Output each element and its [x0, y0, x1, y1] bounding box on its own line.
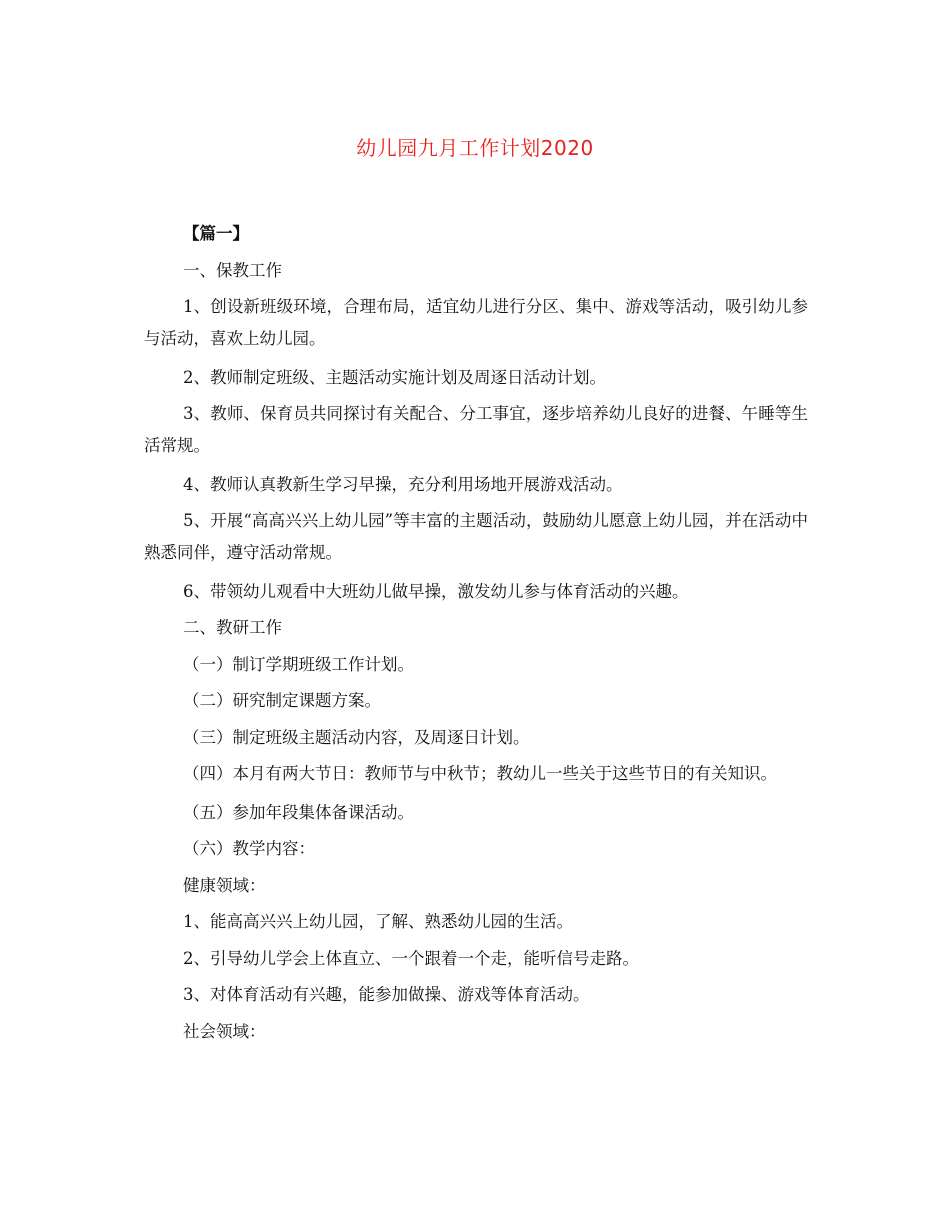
paragraph: 3、教师、保育员共同探讨有关配合、分工事宜，逐步培养幼儿良好的进餐、午睡等生活常规。: [144, 404, 808, 455]
paragraph: （四）本月有两大节日：教师节与中秋节；教幼儿一些关于这些节日的有关知识。: [183, 764, 777, 783]
section-heading: 【篇一】: [183, 224, 249, 243]
paragraph: （三）制定班级主题活动内容，及周逐日计划。: [183, 727, 530, 747]
document-title: 幼儿园九月工作计划2020: [356, 136, 594, 160]
paragraph: （二）研究制定课题方案。: [183, 691, 381, 710]
subsection-heading: 一、保教工作: [183, 260, 282, 280]
paragraph: 6、带领幼儿观看中大班幼儿做早操，激发幼儿参与体育活动的兴趣。: [183, 581, 689, 601]
paragraph: 1、创设新班级环境，合理布局，适宜幼儿进行分区、集中、游戏等活动，吸引幼儿参与活动，喜欢上幼儿园。: [144, 297, 808, 348]
paragraph: 4、教师认真教新生学习早操，充分利用场地开展游戏活动。: [183, 474, 623, 494]
paragraph: （一）制订学期班级工作计划。: [183, 654, 414, 674]
paragraph: 1、能高高兴兴上幼儿园，了解、熟悉幼儿园的生活。: [183, 912, 573, 931]
paragraph: （六）教学内容：: [183, 839, 315, 858]
paragraph: 3、对体育活动有兴趣，能参加做操、游戏等体育活动。: [183, 985, 590, 1004]
subsection-heading: 二、教研工作: [183, 618, 282, 637]
document-body: [144, 216, 808, 1050]
domain-heading: 健康领域：: [183, 875, 266, 895]
paragraph: （五）参加年段集体备课活动。: [183, 802, 414, 822]
paragraph: 5、开展“高高兴兴上幼儿园”等丰富的主题活动，鼓励幼儿愿意上幼儿园，并在活动中熟悉同伴，遵守活动常规。: [144, 511, 808, 562]
paragraph: 2、教师制定班级、主题活动实施计划及周逐日活动计划。: [183, 367, 606, 387]
domain-heading: 社会领域：: [183, 1021, 266, 1041]
paragraph: 2、引导幼儿学会上体直立、一个跟着一个走，能听信号走路。: [183, 948, 639, 968]
